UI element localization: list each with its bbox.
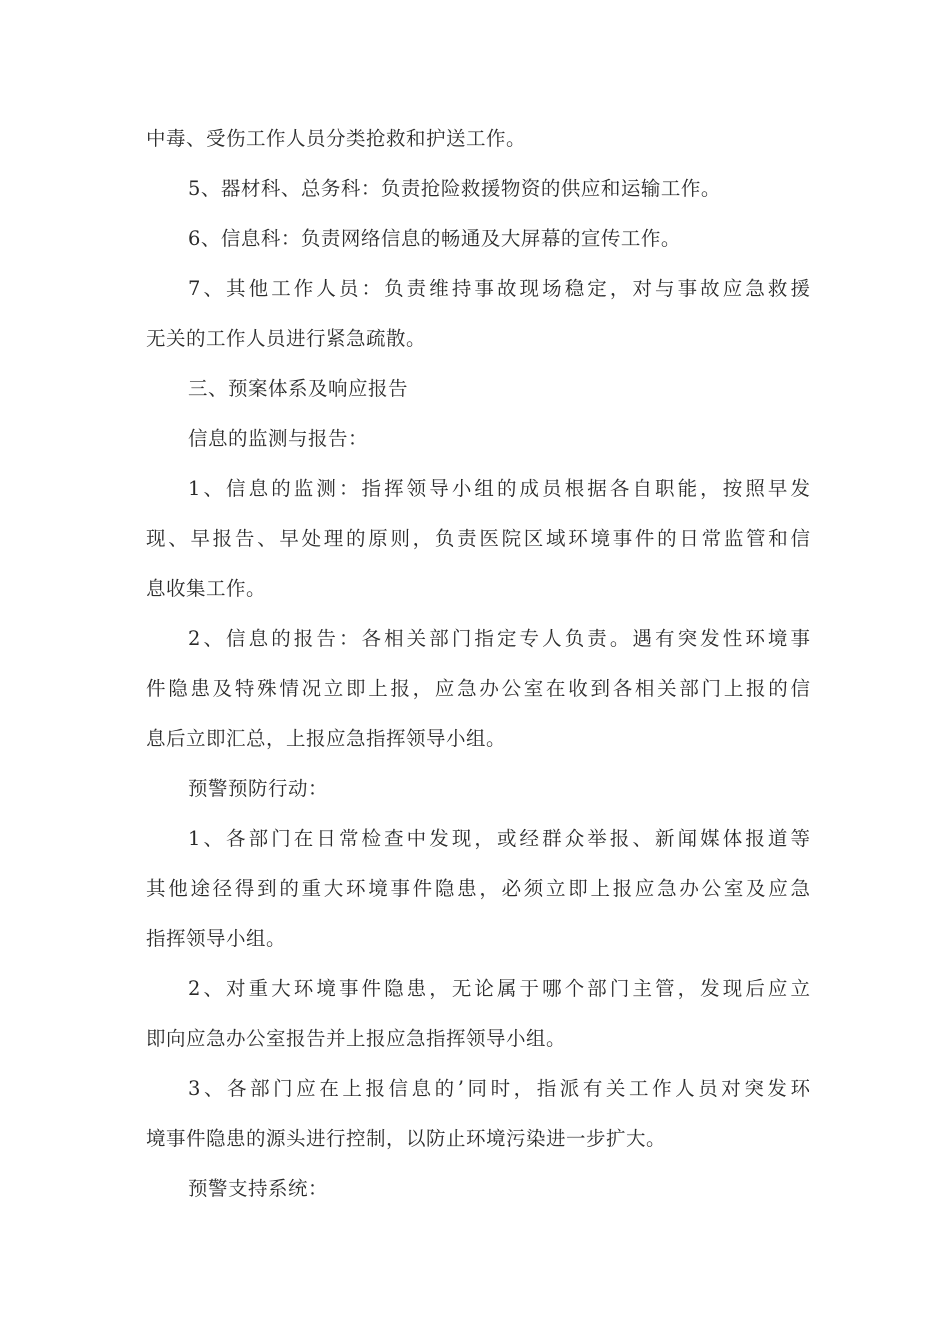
text-line: 1、各部门在日常检查中发现，或经群众举报、新闻媒体报道等: [188, 827, 810, 850]
text-line: 7、其他工作人员：负责维持事故现场稳定，对与事故应急救援: [188, 277, 810, 300]
text-line: 现、早报告、早处理的原则，负责医院区域环境事件的日常监管和信: [146, 527, 810, 550]
text-line: 息收集工作。: [146, 577, 267, 600]
section-heading: 三、预案体系及响应报告: [188, 377, 409, 400]
text-line: 指挥领导小组。: [146, 927, 287, 950]
subsection-heading: 预警支持系统：: [188, 1177, 329, 1200]
subsection-heading: 预警预防行动：: [188, 777, 329, 800]
text-line: 5、器材科、总务科：负责抢险救援物资的供应和运输工作。: [188, 177, 721, 200]
text-line: 6、信息科：负责网络信息的畅通及大屏幕的宣传工作。: [188, 227, 681, 250]
text-line: 境事件隐患的源头进行控制，以防止环境污染进一步扩大。: [146, 1127, 667, 1150]
subsection-heading: 信息的监测与报告：: [188, 427, 369, 450]
text-line: 1、信息的监测：指挥领导小组的成员根据各自职能，按照早发: [188, 477, 810, 500]
text-line: 2、信息的报告：各相关部门指定专人负责。遇有突发性环境事: [188, 627, 810, 650]
text-line: 3、各部门应在上报信息的’同时，指派有关工作人员对突发环: [188, 1077, 810, 1100]
text-line: 无关的工作人员进行紧急疏散。: [146, 327, 427, 350]
text-line: 2、对重大环境事件隐患，无论属于哪个部门主管，发现后应立: [188, 977, 810, 1000]
text-line: 息后立即汇总，上报应急指挥领导小组。: [146, 727, 507, 750]
text-line: 即向应急办公室报告并上报应急指挥领导小组。: [146, 1027, 567, 1050]
text-line: 其他途径得到的重大环境事件隐患，必须立即上报应急办公室及应急: [146, 877, 810, 900]
text-line: 中毒、受伤工作人员分类抢救和护送工作。: [146, 127, 527, 150]
text-line: 件隐患及特殊情况立即上报，应急办公室在收到各相关部门上报的信: [146, 677, 810, 700]
